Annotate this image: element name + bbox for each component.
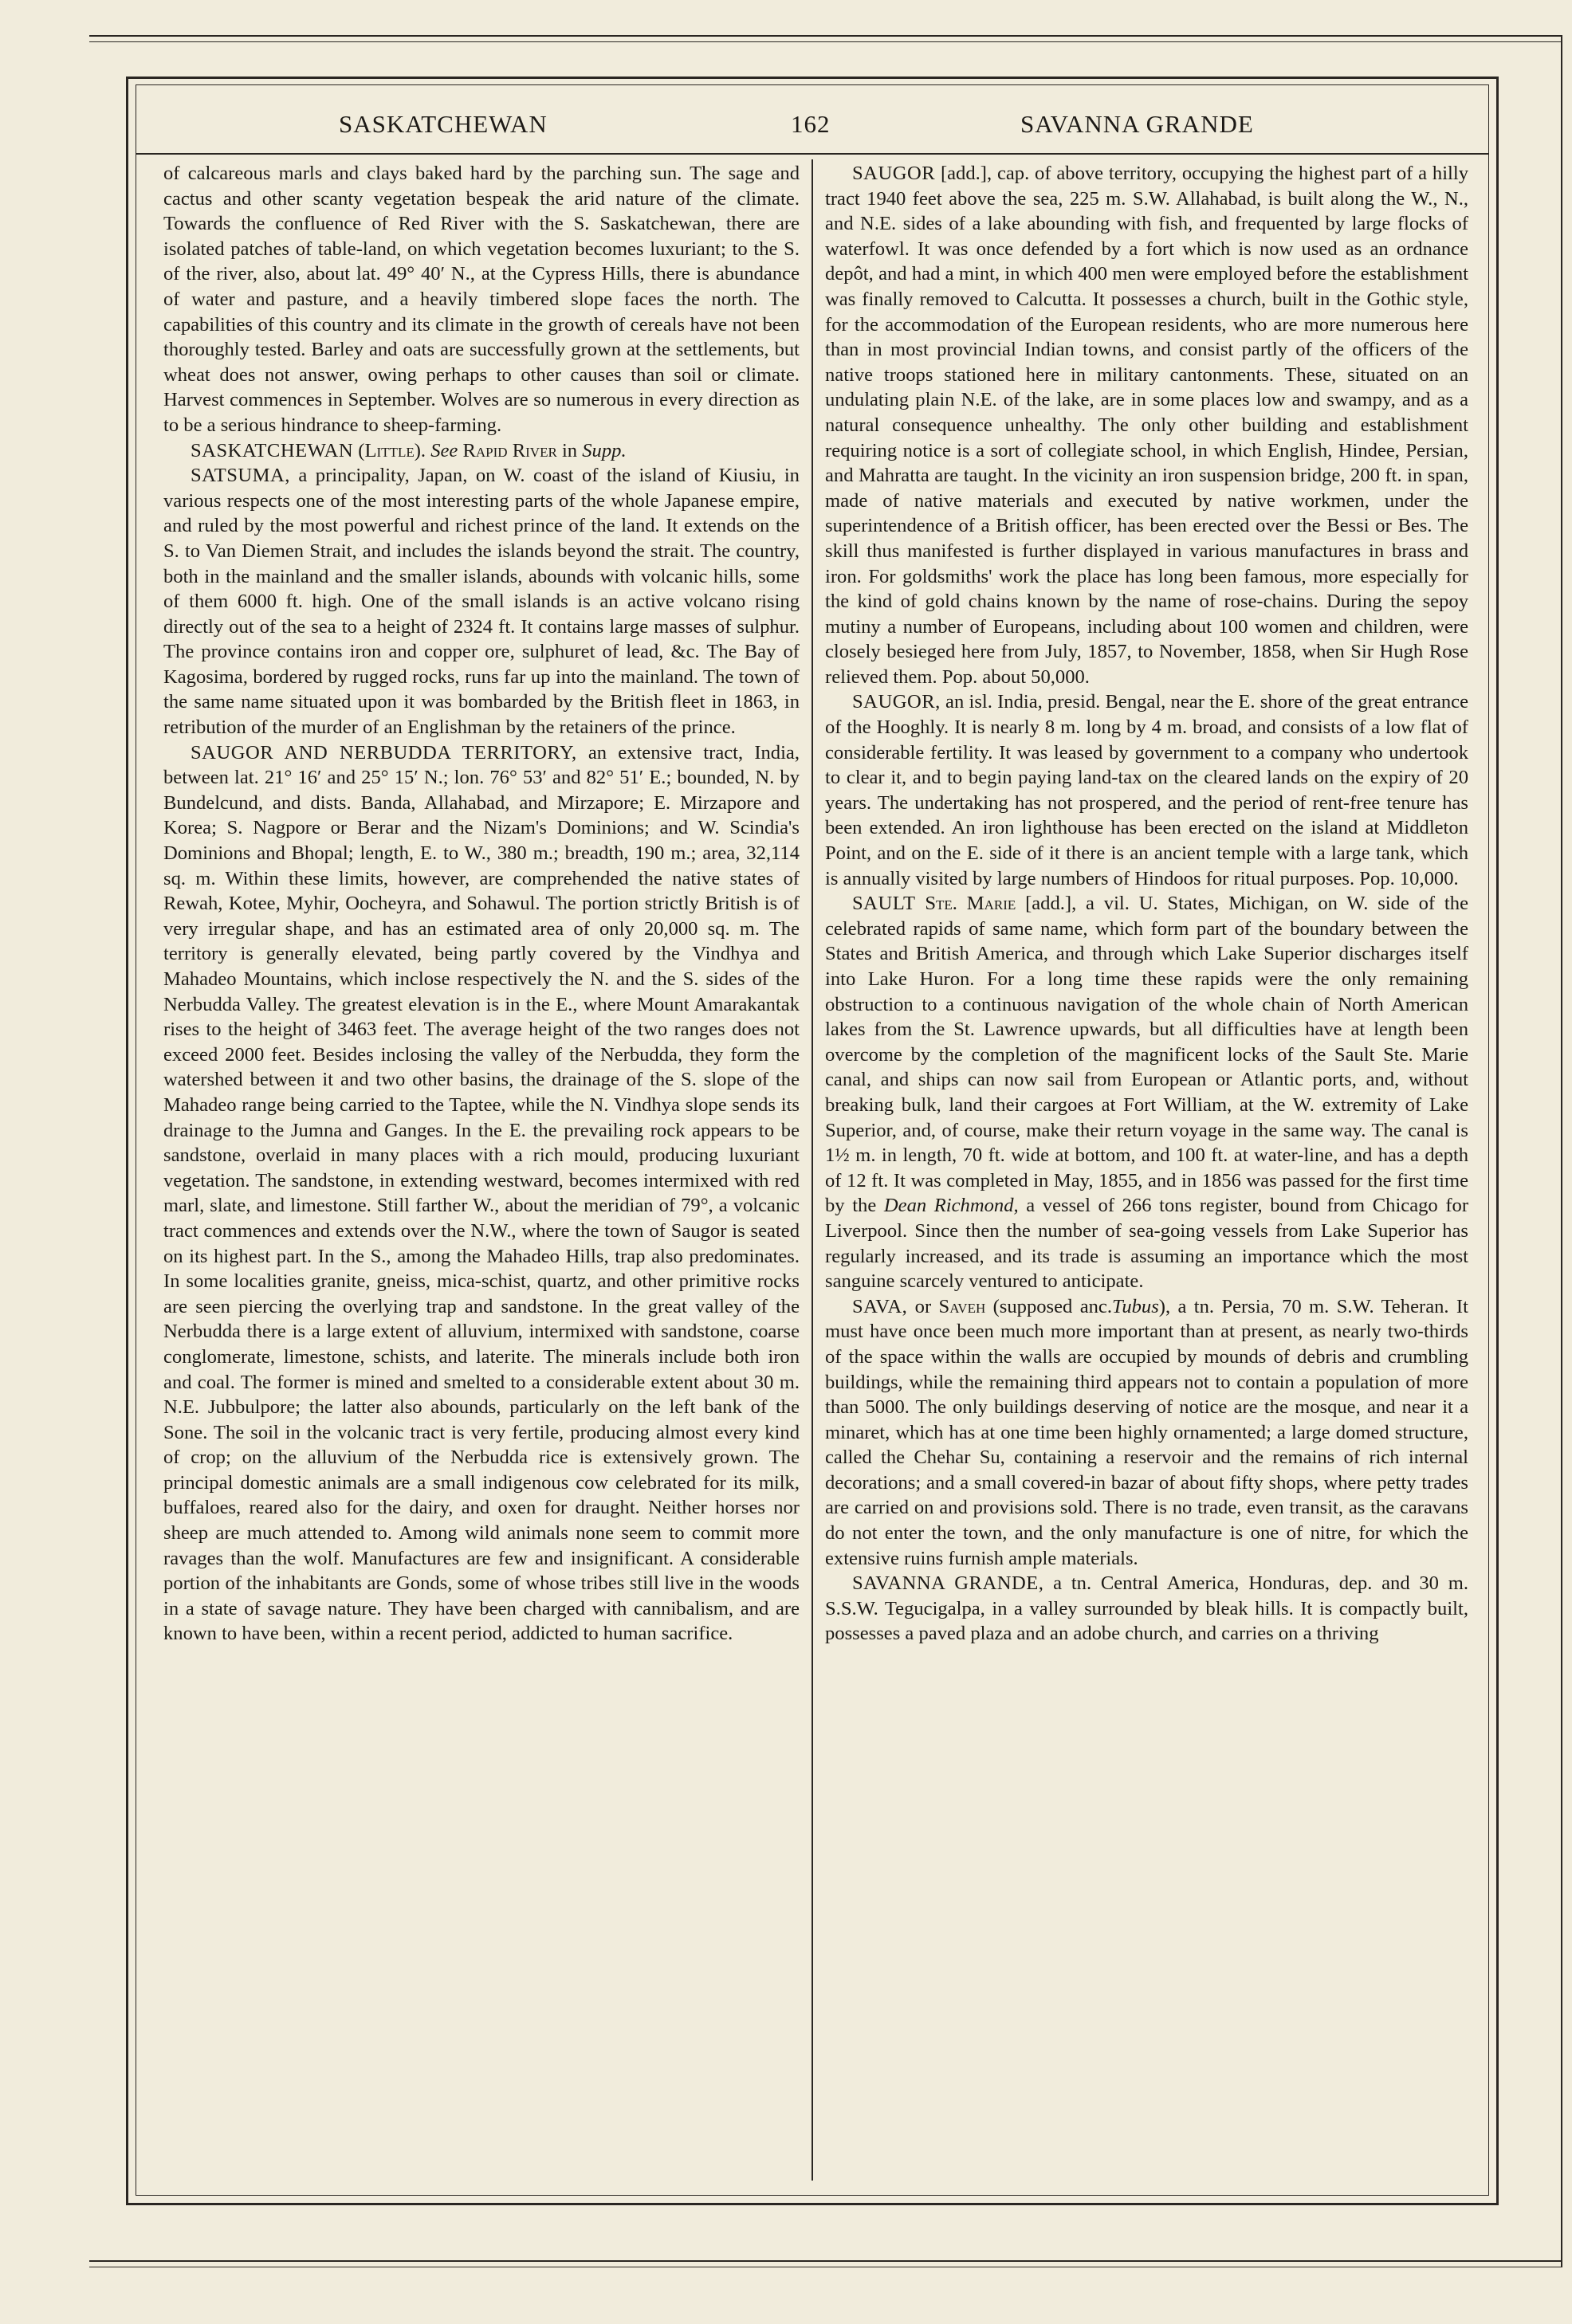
entry-or: or (914, 1295, 932, 1317)
outer-top-rule-2 (89, 41, 1562, 42)
left-column (163, 161, 800, 1647)
entry-sava (825, 1294, 1468, 1572)
entry-alt-name: Saveh (938, 1295, 986, 1317)
entry-sault-ste-marie (825, 891, 1468, 1294)
see-label: See (430, 439, 458, 461)
frame-right-rule-inner (1488, 84, 1489, 2195)
frame-right-rule (1496, 77, 1499, 2203)
outer-bottom-rule (89, 2260, 1562, 2262)
header-right-word: SAVANNA GRANDE (1020, 110, 1254, 138)
entry-headword-smallcaps: Ste. Marie (925, 893, 1016, 915)
entry-savanna-grande (825, 1571, 1468, 1647)
entry-text: an extensive tract, India, between lat. 21° 16′ and 25° 15′ N.; lon. 76° 53′ and 82° 51′ E.; bounded, N. by Bundelcund, and dists. Banda, Allahabad, and Mirzapore; E. Mirzapore and Korea; S. Nagpore or Berar and the Nizam's Dominions; and W. Scindia's Dominions and Bhopal; length, E. to W., 380 m.; breadth, 190 m.; area, 32,114 sq. m. Within these limits, however, are comprehended the native states of Rewah, Kotee, Myhir, Oocheyra, and Sohawul. The portion strictly British is of very irregular shape, and has an estimated area of only 20,000 sq. m. The territory is generally elevated, being partly covered by the Vindhya and Mahadeo Mountains, which inclose respectively the N. and the S. sides of the Nerbudda Valley. The greatest elevation is in the E., where Mount Amarakantak rises to the height of 3463 feet. The average height of the two ranges does not exceed 2000 feet. Besides inclosing the valley of the Nerbudda, they form the watershed between it and two other basins, the drainage of the S. slope of the Mahadeo range being carried to the Taptee, while the N. Vindhya slope sends its drainage to the Jumna and Ganges. In the E. the prevailing rock appears to be sandstone, overlaid in many places with a rich mould, producing luxuriant vegetation. The sandstone, in extending westward, becomes intermixed with red marl, slate, and limestone. Still farther W., about the meridian of 79°, a volcanic tract commences and extends over the N.W., where the town of Saugor is seated on its highest part. In the S., among the Mahadeo Hills, trap also predominates. In some localities granite, gneiss, mica-schist, quartz, and other primitive rocks are seen piercing the overlying trap and sandstone. In the great valley of the Nerbudda there is a large extent of alluvium, intermixed with sandstone, coarse conglomerate, limestone, schists, and laterite. The minerals include both iron and coal. The former is mined and smelted to a considerable extent about 30 m. N.E. Jubbulpore; the latter also abounds, particularly on the left bank of the Sone. The soil in the volcanic tract is very fertile, producing almost every kind of crop; on the alluvium of the Nerbudda rice is extensively grown. The principal domestic animals are a small indigenous cow celebrated for its milk, buffaloes, reared also for the dairy, and oxen for draught. Neither horses nor sheep are much attended to. Among wild animals none seem to commit more ravages than the wolf. Manufactures are few and insignificant. A considerable portion of the inhabitants are Gonds, some of whose tribes still live in the woods in a state of savage nature. They have been charged with cannibalism, and are known to have been, within a recent period, addicted to human sacrifice. (163, 741, 800, 1645)
entry-headword: SATSUMA, (191, 465, 290, 487)
ship-name: Dean Richmond, (883, 1195, 1019, 1217)
entry-headword: SAUGOR, (852, 691, 941, 713)
frame-top-rule-inner (136, 84, 1489, 85)
cross-reference-supp: Supp. (582, 439, 627, 461)
entry-paren-open: (supposed anc. (992, 1295, 1112, 1317)
entry-headword: SAVA, (852, 1295, 908, 1317)
entry-text-continued: a vessel of 266 tons register, bound from Chicago for Liverpool. Since then the number of sea-going vessels from Lake Superior has regularly increased, and its trade is assuming an importance which the most sanguine scarcely ventured to anticipate. (825, 1195, 1469, 1293)
outer-top-rule (89, 35, 1562, 37)
outer-right-edge (1561, 35, 1562, 2267)
entry-headword: SAUGOR AND NERBUDDA TERRITORY, (191, 741, 577, 764)
entry-saskatchewan-little (163, 438, 800, 464)
entry-qualifier: (Little). (358, 439, 426, 461)
column-divider (812, 159, 813, 2181)
entry-text: a principality, Japan, on W. coast of the island of Kiusiu, in various respects one of the most interesting parts of the whole Japanese empire, and ruled by the most powerful and richest prince of the land. It extends on the S. to Van Diemen Strait, and includes the islands beyond the strait. The country, both in the mainland and the smaller islands, abounds with volcanic hills, some of them 6000 ft. high. One of the small islands is an active volcano rising directly out of the sea to a height of 2324 ft. It contains large masses of sulphur. The province contains iron and copper ore, sulphuret of lead, &c. The Bay of Kagosima, bordered by rugged rocks, runs far up into the mainland. The town of the same name situated upon it was bombarded by the British fleet in 1863, in retribution of the murder of an Englishman by the retainers of the prince. (163, 465, 800, 739)
entry-text: [add.], cap. of above territory, occupying the highest part of a hilly tract 1940 feet above the sea, 225 m. S.W. Allahabad, is built along the W., N., and N.E. sides of a lake abounding with fish, and frequented by large flocks of waterfowl. It was once defended by a fort which is now used as an ordnance depôt, and had a mint, in which 400 men were employed before the establishment was finally removed to Calcutta. It possesses a church, built in the Gothic style, for the accommodation of the European residents, who are more numerous here than in most provincial Indian towns, and consist partly of the officers of the native troops stationed here in military cantonments. These, situated on an undulating plain N.E. of the lake, are in some places low and swampy, and as a natural consequence unhealthy. The only other building and establishment requiring notice is a sort of collegiate school, in which English, Hindee, Persian, and Mahratta are taught. In the vicinity an iron suspension bridge, 200 ft. in span, made of native materials and executed by native workmen, under the superintendence of a British officer, has been erected over the Bessi or Bes. The skill thus manifested is further displayed in various manufactures in brass and iron. For goldsmiths' work the place has long been famous, more especially for the kind of gold chains known by the name of rose-chains. During the sepoy mutiny a number of Europeans, including about 100 women and children, were closely besieged here from July, 1857, to November, 1858, when Sir Hugh Rose relieved them. Pop. about 50,000. (825, 163, 1469, 688)
frame-left-rule (126, 77, 128, 2203)
right-column (825, 161, 1468, 1647)
entry-paren-close: ), (1158, 1295, 1171, 1317)
entry-saugor-and-nerbudda (163, 740, 800, 1647)
running-header (136, 110, 1476, 150)
entry-saugor-island (825, 689, 1468, 891)
page-number: 162 (791, 110, 831, 138)
entry-headword: SAVANNA GRANDE, (852, 1572, 1044, 1595)
entry-satsuma (163, 463, 800, 740)
entry-headword: SAUGOR (852, 163, 936, 184)
entry-text: a tn. Central America, Honduras, dep. and 30 m. S.S.W. Tegucigalpa, in a valley surrounded by bleak hills. It is compactly built, possesses a paved plaza and an adobe church, and carries on a thriving (825, 1572, 1468, 1645)
paragraph-saskatchewan-continued: of calcareous marls and clays baked hard by the parching sun. The sage and cactus and other scanty vegetation bespeak the arid nature of the climate. Towards the confluence of Red River with the S. Saskatchewan, there are isolated patches of table-land, on which vegetation becomes luxuriant; to the S. of the river, also, about lat. 49° 40′ N., at the Cypress Hills, there is abundance of water and pasture, and a heavily timbered slope faces the north. The capabilities of this country and its climate in the growth of cereals have not been thoroughly tested. Barley and oats are successfully grown at the settlements, but wheat does not answer, owing perhaps to other causes than soil or climate. Harvest commences in September. Wolves are so numerous in every direction as to be a serious hindrance to sheep-farming. (163, 163, 800, 436)
ancient-name: Tubus (1112, 1295, 1159, 1317)
header-rule (136, 153, 1489, 155)
entry-headword: SAULT (852, 893, 916, 915)
frame-bottom-rule-inner (136, 2195, 1489, 2196)
entry-headword: SASKATCHEWAN (191, 439, 354, 461)
cross-reference: Rapid River (462, 439, 557, 461)
entry-text: a tn. Persia, 70 m. S.W. Teheran. It must have once been much more important than at present, as nearly two-thirds of the space within the walls are occupied by mounds of debris and crumbling buildings, while the remaining third appears not to contain a population of more than 5000. The only buildings deserving of notice are the mosque, and near it a minaret, which has at one time been highly ornamented; a large domed structure, called the Chehar Su, containing a reservoir and the remains of rich internal decorations; and a small covered-in bazar of about fifty shops, where petty trades are carried on and provisions sold. There is no trade, even transit, as the caravans do not enter the town, and the only manufacture is one of nitre, for which the extensive ruins furnish ample materials. (825, 1295, 1468, 1569)
entry-saugor-town (825, 161, 1468, 689)
entry-text: an isl. India, presid. Bengal, near the E. shore of the great entrance of the Hooghly. It is nearly 8 m. long by 4 m. broad, and consists of a low flat of considerable fertility. It was leased by government to a company who undertook to clear it, and to begin paying land-tax on the cleared lands on the expiry of 20 years. The undertaking has not prospered, and the period of rent-free tenure has been extended. An iron lighthouse has been erected on the island at Middleton Point, and on the E. side of it there is an ancient temple with a large tank, which is annually visited by large numbers of Hindoos for ritual purposes. Pop. 10,000. (825, 691, 1468, 889)
entry-text: [add.], a vil. U. States, Michigan, on W. side of the celebrated rapids of same name, which form part of the boundary between the States and British America, and through which Lake Superior discharges itself into Lake Huron. For a long time these rapids were the only remaining obstruction to a continuous navigation of the whole chain of North American lakes from the St. Lawrence upwards, but all difficulties have at length been overcome by the completion of the magnificent locks of the Sault Ste. Marie canal, and ships can now sail from European or Atlantic ports, and, without breaking bulk, land their cargoes at Fort William, at the W. extremity of Lake Superior, and, of course, make their return voyage in the same way. The canal is 1½ m. in length, 70 ft. wide at bottom, and 100 ft. at water-line, and has a depth of 12 ft. It was completed in May, 1855, and in 1856 was passed for the first time by the (825, 893, 1468, 1217)
cross-reference-in: in (561, 439, 578, 461)
frame-bottom-rule (126, 2203, 1499, 2205)
header-left-word: SASKATCHEWAN (339, 110, 548, 138)
frame-top-rule (126, 77, 1499, 79)
